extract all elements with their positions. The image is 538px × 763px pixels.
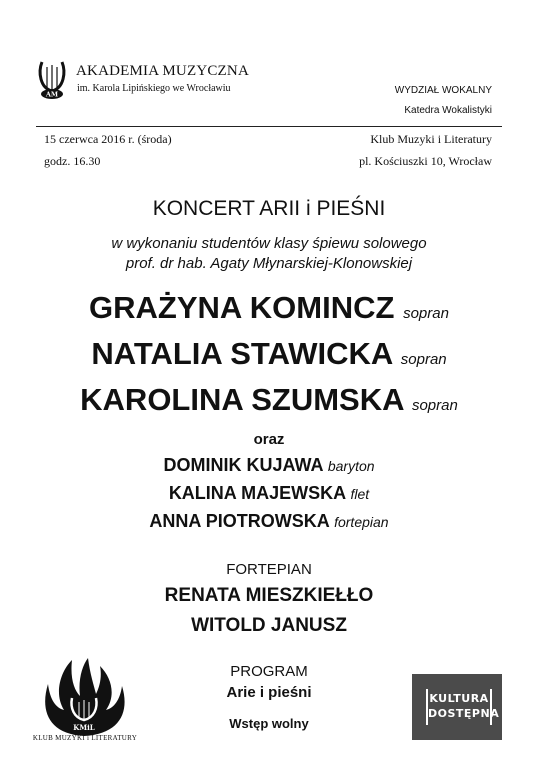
guest-line — [0, 455, 538, 476]
conjunction-oraz: oraz — [253, 431, 285, 448]
kultura-dostepna-badge — [412, 674, 502, 740]
header-divider — [36, 126, 502, 127]
academy-name: AKADEMIA MUZYCZNA — [76, 63, 249, 79]
venue-address: pl. Kościuszki 10, Wrocław — [359, 154, 492, 168]
venue-name: Klub Muzyki i Literatury — [370, 132, 492, 146]
soloist-line — [0, 290, 538, 326]
guest-line — [0, 511, 538, 532]
soloist-name: GRAŻYNA KOMINCZ — [89, 290, 395, 325]
admission-note: Wstęp wolny — [229, 716, 309, 731]
soloist-line — [0, 336, 538, 372]
guest-name: ANNA PIOTROWSKA — [149, 511, 330, 531]
soloist-name: KAROLINA SZUMSKA — [80, 382, 404, 417]
pianist-name: RENATA MIESZKIEŁŁO — [164, 585, 374, 606]
program-heading: PROGRAM — [230, 663, 308, 680]
pianist-name: WITOLD JANUSZ — [191, 615, 347, 636]
club-name-caption: KLUB MUZYKI i LITERATURY — [32, 734, 138, 742]
club-monogram: KMiL — [73, 723, 95, 732]
concert-subtitle-line1: w wykonaniu studentów klasy śpiewu solowego — [111, 235, 427, 252]
guest-role: baryton — [327, 458, 375, 474]
guest-role: fortepian — [334, 514, 389, 530]
soloist-name: NATALIA STAWICKA — [91, 336, 393, 371]
kultura-bracket-frame — [426, 689, 500, 725]
soloist-line — [0, 382, 538, 418]
event-date: 15 czerwca 2016 r. (środa) — [44, 132, 172, 146]
concert-subtitle-line2: prof. dr hab. Agaty Młynarskiej-Klonowskiej — [125, 255, 413, 272]
concert-title: KONCERT ARII i PIEŚNI — [152, 197, 386, 220]
soloist-voice: sopran — [403, 305, 449, 322]
soloist-voice: sopran — [400, 351, 447, 368]
club-flame-lyre-logo — [38, 650, 130, 738]
department-name: Katedra Wokalistyki — [404, 105, 492, 116]
kultura-line1: KULTURA — [429, 692, 489, 705]
event-time: godz. 16.30 — [44, 154, 101, 168]
guest-name: KALINA MAJEWSKA — [168, 483, 346, 503]
kultura-line2: DOSTĘPNA — [428, 707, 500, 720]
soloist-voice: sopran — [411, 397, 458, 414]
guest-role: flet — [350, 486, 370, 502]
academy-monogram: AM — [45, 90, 59, 99]
piano-heading: FORTEPIAN — [226, 561, 312, 578]
guest-name: DOMINIK KUJAWA — [163, 455, 323, 475]
academy-lyre-logo — [36, 58, 68, 100]
academy-subtitle: im. Karola Lipińskiego we Wrocławiu — [77, 83, 231, 94]
guest-line — [0, 483, 538, 504]
faculty-name: WYDZIAŁ WOKALNY — [394, 85, 492, 96]
program-text: Arie i pieśni — [226, 684, 312, 701]
